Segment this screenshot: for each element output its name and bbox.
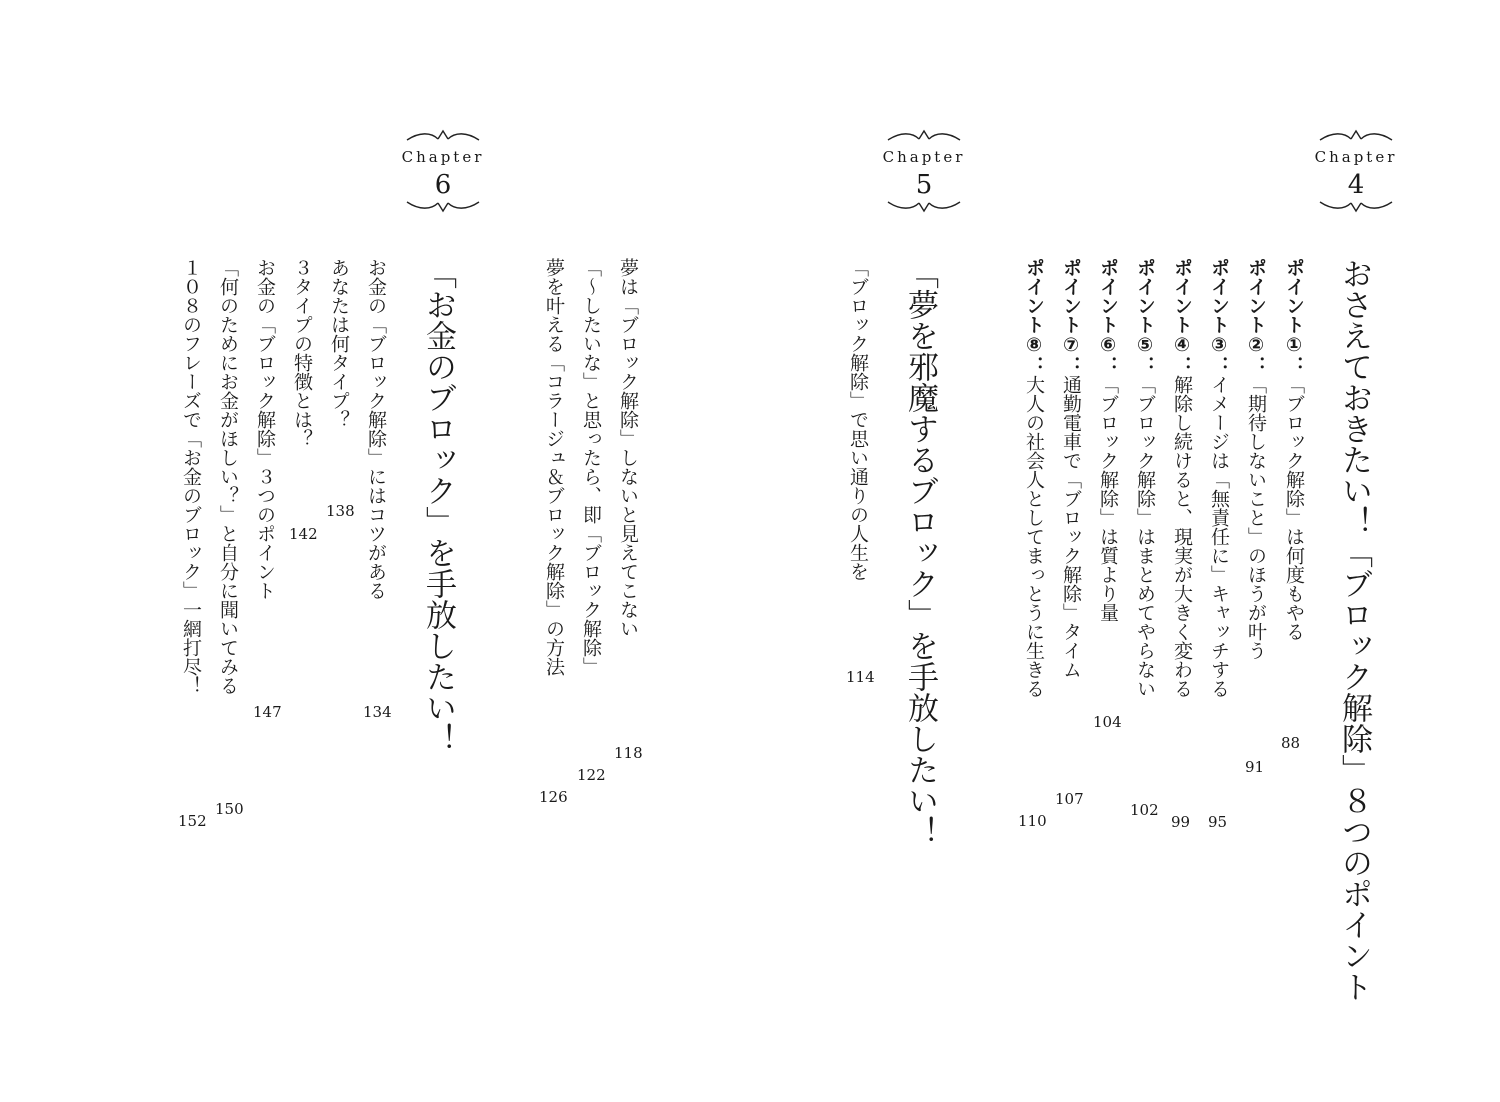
toc-entry[interactable]: １０８のフレーズで「お金のブロック」一網打尽！ <box>180 258 202 695</box>
toc-entry[interactable] <box>1135 258 1154 698</box>
toc-entry[interactable]: ３タイプの特徴とは？ <box>291 258 313 448</box>
page-number: 142 <box>289 525 318 543</box>
page-number: 99 <box>1171 813 1191 831</box>
page-number: 150 <box>215 800 244 818</box>
toc-entry[interactable] <box>1172 258 1191 698</box>
page-number: 114 <box>846 668 875 686</box>
ornament-bottom-icon <box>405 198 481 214</box>
chapter6-title: 「お金のブロック」を手放したい！ <box>420 258 456 754</box>
page-number: 110 <box>1018 812 1047 830</box>
toc-entry[interactable]: お金の「ブロック解除」にはコツがある <box>365 258 387 600</box>
entry-prefix: ポイント①： <box>1283 258 1305 375</box>
entry-prefix: ポイント⑧： <box>1023 258 1045 375</box>
entry-text: 「ブロック解除」はまとめてやらない <box>1134 375 1156 698</box>
entry-text: イメージは「無責任に」キャッチする <box>1208 375 1230 698</box>
toc-entry[interactable] <box>1098 258 1117 622</box>
chapter-number: 4 <box>1347 170 1365 200</box>
toc-entry[interactable]: お金の「ブロック解除」３つのポイント <box>254 258 276 600</box>
toc-entry[interactable] <box>1246 258 1265 660</box>
toc-entry[interactable] <box>1209 258 1228 698</box>
entry-text: 「ブロック解除」は何度もやる <box>1283 375 1305 641</box>
toc-entry[interactable]: 「〜したいな」と思ったら、即「ブロック解除」 <box>580 258 602 676</box>
page-number: 88 <box>1281 734 1301 752</box>
toc-entry[interactable] <box>1284 258 1303 641</box>
toc-entry[interactable] <box>1024 258 1043 698</box>
toc-entry[interactable]: 夢は「ブロック解除」しないと見えてこない <box>617 258 639 638</box>
entry-prefix: ポイント⑤： <box>1134 258 1156 375</box>
page-number: 134 <box>363 703 392 721</box>
ornament-bottom-icon <box>886 198 962 214</box>
entry-text: 解除し続けると、現実が大きく変わる <box>1171 375 1193 698</box>
page-number: 107 <box>1055 790 1084 808</box>
chapter-label: Chapter <box>401 148 485 166</box>
entry-prefix: ポイント③： <box>1208 258 1230 375</box>
page-number: 147 <box>253 703 282 721</box>
page-number: 126 <box>539 788 568 806</box>
chapter-number: 5 <box>915 170 933 200</box>
entry-text: 大人の社会人としてまっとうに生きる <box>1023 375 1045 698</box>
entry-prefix: ポイント②： <box>1245 258 1267 375</box>
chapter5-title: 「夢を邪魔するブロック」を手放したい！ <box>902 258 938 847</box>
page-number: 122 <box>577 766 606 784</box>
page-number: 152 <box>178 812 207 830</box>
page-number: 138 <box>326 502 355 520</box>
entry-prefix: ポイント⑥： <box>1097 258 1119 375</box>
entry-text: 通勤電車で「ブロック解除」タイム <box>1060 375 1082 679</box>
chapter-label: Chapter <box>882 148 966 166</box>
page-number: 102 <box>1130 801 1159 819</box>
ornament-top-icon <box>1318 128 1394 144</box>
page-number: 95 <box>1208 813 1228 831</box>
chapter-number: 6 <box>434 170 452 200</box>
entry-text: 「期待しないこと」のほうが叶う <box>1245 375 1267 660</box>
entry-prefix: ポイント④： <box>1171 258 1193 375</box>
chapter4-title: おさえておきたい！「ブロック解除」８つのポイント <box>1336 258 1372 1002</box>
chapter6-header <box>383 128 503 214</box>
page-number: 118 <box>614 744 643 762</box>
entry-text: 「ブロック解除」は質より量 <box>1097 375 1119 622</box>
ornament-bottom-icon <box>1318 198 1394 214</box>
chapter5-header <box>864 128 984 214</box>
ornament-top-icon <box>405 128 481 144</box>
page-number: 91 <box>1245 758 1265 776</box>
entry-prefix: ポイント⑦： <box>1060 258 1082 375</box>
toc-entry[interactable]: 「何のためにお金がほしい？」と自分に聞いてみる <box>217 258 239 695</box>
page-number: 104 <box>1093 713 1122 731</box>
toc-entry[interactable]: 「ブロック解除」で思い通りの人生を <box>847 258 869 581</box>
toc-entry[interactable]: 夢を叶える「コラージュ＆ブロック解除」の方法 <box>543 258 565 676</box>
toc-entry[interactable]: あなたは何タイプ？ <box>328 258 350 429</box>
chapter-label: Chapter <box>1314 148 1398 166</box>
ornament-top-icon <box>886 128 962 144</box>
toc-entry[interactable] <box>1061 258 1080 679</box>
chapter4-header <box>1296 128 1416 214</box>
